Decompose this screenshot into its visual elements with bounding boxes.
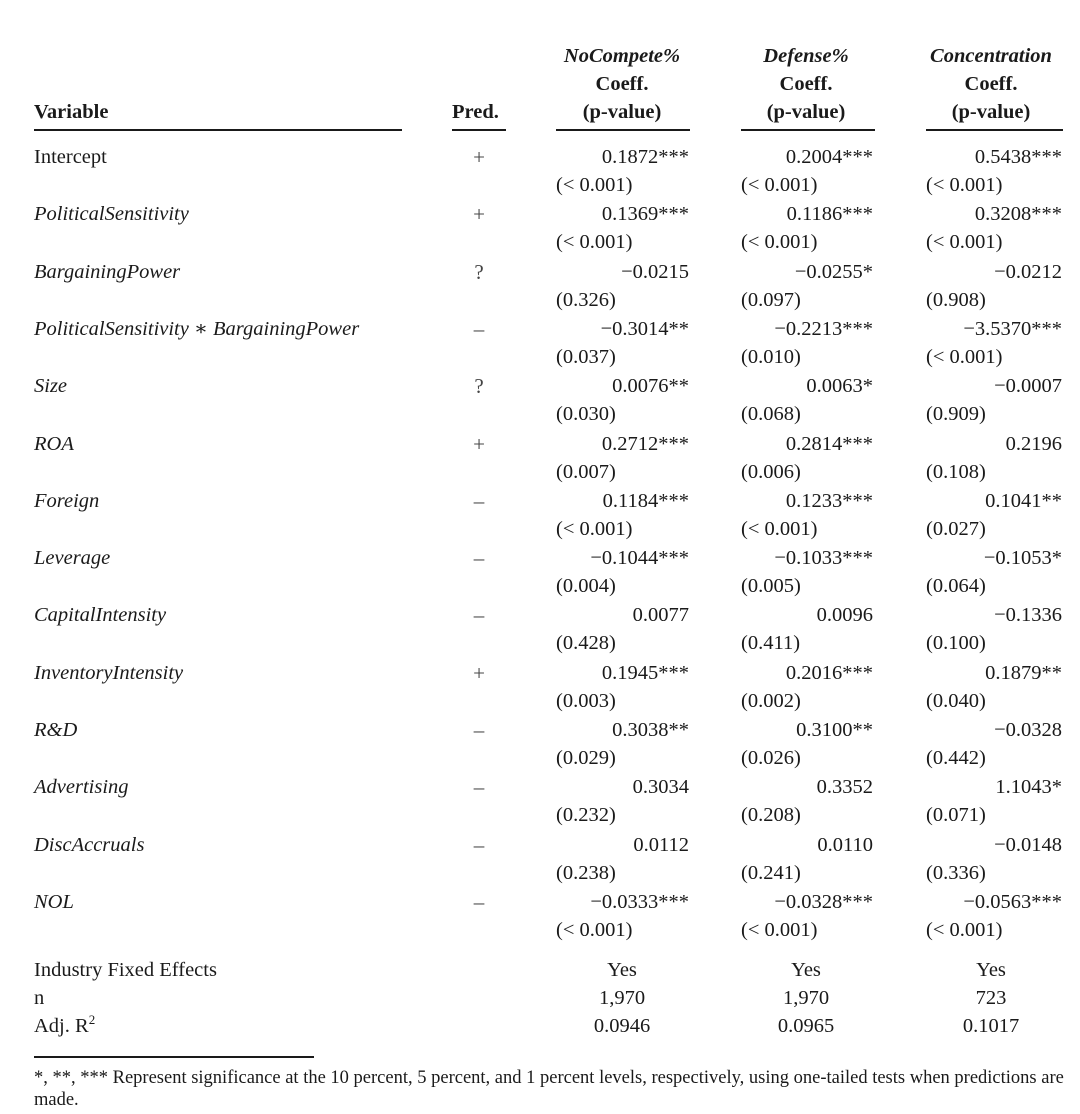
footnote-text: *, **, *** Represent significance at the 10 percent, 5 percent, and 1 percent levels, respectively, using one-tailed tests when predictions are made.	[34, 1068, 1064, 1110]
row-pvalue: (0.908)	[926, 289, 986, 311]
row-pvalue: (0.097)	[741, 289, 801, 311]
row-prediction: –	[473, 489, 485, 513]
header-col-pvalue: (p-value)	[582, 101, 662, 123]
summary-value: 723	[975, 987, 1007, 1009]
row-pvalue: (< 0.001)	[556, 518, 633, 540]
row-variable-name: PoliticalSensitivity	[34, 203, 189, 225]
summary-value: 1,970	[598, 987, 646, 1009]
row-pvalue: (< 0.001)	[556, 231, 633, 253]
row-coefficient: 0.0110	[817, 834, 873, 856]
row-variable-name: PoliticalSensitivity ∗ BargainingPower	[34, 318, 360, 340]
footnote-rule	[34, 1056, 314, 1058]
row-variable-name: Size	[34, 375, 68, 397]
row-prediction: ?	[474, 374, 484, 398]
header-rule	[452, 129, 506, 131]
summary-label: n	[34, 987, 45, 1009]
row-coefficient: 0.1369***	[601, 203, 689, 225]
row-prediction: ?	[474, 260, 484, 284]
header-pred: Pred.	[452, 101, 499, 123]
row-variable-name: Leverage	[34, 547, 111, 569]
header-col-pvalue: (p-value)	[951, 101, 1031, 123]
row-pvalue: (< 0.001)	[926, 231, 1003, 253]
header-col-coeff: Coeff.	[595, 73, 649, 95]
header-variable: Variable	[34, 101, 109, 123]
row-coefficient: 0.1879**	[985, 662, 1062, 684]
row-coefficient: −0.0328	[994, 719, 1062, 741]
row-variable-name: CapitalIntensity	[34, 604, 167, 626]
row-pvalue: (0.006)	[741, 461, 801, 483]
row-coefficient: −0.2213***	[774, 318, 873, 340]
row-pvalue: (0.208)	[741, 804, 801, 826]
row-coefficient: 0.0112	[633, 834, 689, 856]
row-pvalue: (0.108)	[926, 461, 986, 483]
row-variable-name: DiscAccruals	[34, 834, 145, 856]
row-pvalue: (0.100)	[926, 632, 986, 654]
header-col-title: Concentration	[930, 45, 1052, 67]
row-coefficient: −0.0333***	[590, 891, 689, 913]
row-pvalue: (< 0.001)	[741, 174, 818, 196]
summary-value: 0.0946	[593, 1015, 651, 1037]
row-pvalue: (0.336)	[926, 862, 986, 884]
row-prediction: –	[473, 317, 485, 341]
row-prediction: –	[473, 546, 485, 570]
row-pvalue: (0.010)	[741, 346, 801, 368]
header-col-title: NoCompete%	[563, 45, 681, 67]
row-prediction: +	[473, 661, 485, 685]
row-coefficient: 0.1872***	[601, 146, 689, 168]
row-variable-name: BargainingPower	[34, 261, 181, 283]
row-variable-name: Foreign	[34, 490, 100, 512]
summary-value: Yes	[976, 959, 1006, 981]
row-coefficient: −0.0007	[994, 375, 1062, 397]
summary-value: Yes	[607, 959, 637, 981]
row-coefficient: −3.5370***	[963, 318, 1062, 340]
row-prediction: –	[473, 603, 485, 627]
header-col-pvalue: (p-value)	[766, 101, 846, 123]
row-coefficient: −0.0148	[994, 834, 1062, 856]
row-coefficient: 0.0096	[816, 604, 873, 626]
row-pvalue: (0.002)	[741, 690, 801, 712]
summary-label-superscript: 2	[88, 1012, 96, 1027]
row-pvalue: (0.029)	[556, 747, 616, 769]
row-pvalue: (0.030)	[556, 403, 616, 425]
header-rule	[741, 129, 875, 131]
header-col-title: Defense%	[763, 45, 849, 67]
row-pvalue: (0.411)	[741, 632, 801, 654]
row-coefficient: 0.3034	[632, 776, 689, 798]
row-prediction: +	[473, 432, 485, 456]
row-pvalue: (0.071)	[926, 804, 986, 826]
row-prediction: –	[473, 775, 485, 799]
row-coefficient: 0.2016***	[785, 662, 873, 684]
row-pvalue: (0.003)	[556, 690, 616, 712]
row-variable-name: ROA	[34, 433, 74, 455]
row-coefficient: 0.1945***	[601, 662, 689, 684]
row-coefficient: −0.1053*	[983, 547, 1062, 569]
header-rule	[926, 129, 1063, 131]
row-coefficient: −0.1044***	[590, 547, 689, 569]
summary-label: Industry Fixed Effects	[34, 959, 217, 981]
row-pvalue: (0.068)	[741, 403, 801, 425]
row-coefficient: 0.1186***	[786, 203, 873, 225]
row-coefficient: 0.1041**	[985, 490, 1062, 512]
row-coefficient: 0.0076**	[612, 375, 689, 397]
row-prediction: –	[473, 890, 485, 914]
row-coefficient: −0.3014**	[600, 318, 689, 340]
row-coefficient: 0.2004***	[785, 146, 873, 168]
row-variable-name: Intercept	[34, 146, 107, 168]
row-prediction: +	[473, 202, 485, 226]
row-prediction: +	[473, 145, 485, 169]
row-coefficient: −0.0212	[994, 261, 1062, 283]
row-coefficient: −0.0215	[621, 261, 689, 283]
row-pvalue: (< 0.001)	[741, 518, 818, 540]
row-coefficient: −0.1033***	[774, 547, 873, 569]
header-rule	[556, 129, 690, 131]
header-rule	[34, 129, 402, 131]
header-col-coeff: Coeff.	[964, 73, 1018, 95]
summary-value: 1,970	[782, 987, 830, 1009]
row-coefficient: 0.0077	[632, 604, 689, 626]
row-pvalue: (< 0.001)	[926, 919, 1003, 941]
row-variable-name: NOL	[34, 891, 74, 913]
summary-label: Adj. $R^2$	[34, 1012, 96, 1037]
row-coefficient: 0.3352	[816, 776, 873, 798]
row-pvalue: (0.040)	[926, 690, 986, 712]
row-coefficient: −0.0563***	[963, 891, 1062, 913]
row-pvalue: (0.004)	[556, 575, 616, 597]
row-coefficient: −0.1336	[994, 604, 1062, 626]
row-variable-name: InventoryIntensity	[34, 662, 184, 684]
row-pvalue: (0.909)	[926, 403, 986, 425]
row-variable-name: Advertising	[34, 776, 129, 798]
row-pvalue: (< 0.001)	[556, 174, 633, 196]
row-coefficient: 0.3208***	[974, 203, 1062, 225]
row-pvalue: (< 0.001)	[926, 174, 1003, 196]
row-coefficient: −0.0328***	[774, 891, 873, 913]
row-pvalue: (< 0.001)	[741, 919, 818, 941]
summary-value: 0.0965	[777, 1015, 835, 1037]
row-pvalue: (0.037)	[556, 346, 616, 368]
row-pvalue: (0.232)	[556, 804, 616, 826]
row-pvalue: (0.007)	[556, 461, 616, 483]
row-pvalue: (0.027)	[926, 518, 986, 540]
row-coefficient: 0.3100**	[796, 719, 873, 741]
header-col-coeff: Coeff.	[779, 73, 833, 95]
row-prediction: –	[473, 718, 485, 742]
row-coefficient: 1.1043*	[995, 776, 1062, 798]
row-coefficient: 0.1184***	[602, 490, 689, 512]
row-pvalue: (0.241)	[741, 862, 801, 884]
row-prediction: –	[473, 833, 485, 857]
row-coefficient: 0.3038**	[612, 719, 689, 741]
row-pvalue: (0.238)	[556, 862, 616, 884]
summary-value: Yes	[791, 959, 821, 981]
row-coefficient: 0.2712***	[601, 433, 689, 455]
row-variable-name: R&D	[34, 719, 78, 741]
row-pvalue: (< 0.001)	[741, 231, 818, 253]
row-pvalue: (0.026)	[741, 747, 801, 769]
summary-value: 0.1017	[962, 1015, 1020, 1037]
row-coefficient: 0.0063*	[806, 375, 873, 397]
row-pvalue: (0.428)	[556, 632, 616, 654]
row-coefficient: 0.2814***	[785, 433, 873, 455]
row-coefficient: 0.1233***	[785, 490, 873, 512]
row-pvalue: (0.326)	[556, 289, 616, 311]
row-coefficient: 0.5438***	[974, 146, 1062, 168]
row-pvalue: (0.442)	[926, 747, 986, 769]
row-pvalue: (< 0.001)	[556, 919, 633, 941]
row-coefficient: 0.2196	[1005, 433, 1062, 455]
row-pvalue: (0.064)	[926, 575, 986, 597]
row-pvalue: (0.005)	[741, 575, 801, 597]
row-coefficient: −0.0255*	[794, 261, 873, 283]
row-pvalue: (< 0.001)	[926, 346, 1003, 368]
